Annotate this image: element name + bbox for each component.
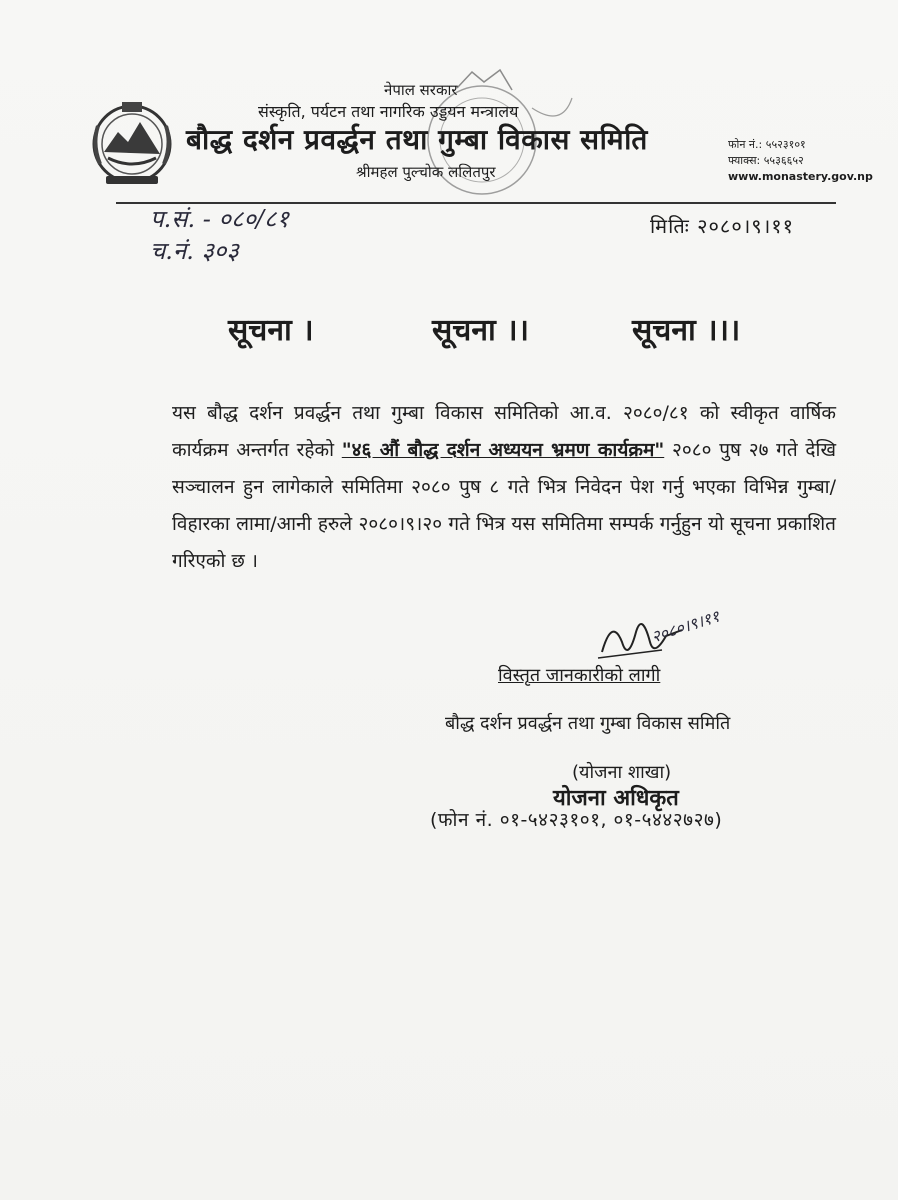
notice-body (172, 395, 836, 580)
nepal-emblem-icon (88, 96, 176, 188)
body-text-part1: यस बौद्ध दर्शन प्रवर्द्धन तथा गुम्बा विकास समितिको आ.व. २०८०/८१ को स्वीकृत वार्षिक कार्यक्रम अन्तर्गत रहेको (172, 402, 836, 461)
contact-info (728, 137, 873, 185)
contact-phone: (फोन नं. ०१-५४२३१०१, ०१-५४४२७२७) (430, 809, 723, 831)
phone-number: फोन नं.: ५५२३१०१ (728, 138, 806, 151)
program-title: "४६ औं बौद्ध दर्शन अध्ययन भ्रमण कार्यक्रम" (341, 439, 665, 461)
letter-date: मितिः २०८०।९।११ (650, 214, 795, 238)
fax-number: फ्याक्स: ५५३६६५२ (728, 154, 804, 167)
for-info-label: विस्तृत जानकारीको लागी (498, 665, 661, 686)
organization-address: श्रीमहल पुल्चोक ललितपुर (356, 163, 496, 181)
dispatch-number: च.नं. ३०३ (150, 237, 239, 265)
signature-date: २०८०।९।११ (648, 606, 722, 647)
notice-heading (200, 308, 790, 348)
ministry-name: संस्कृति, पर्यटन तथा नागरिक उड्डयन मन्त्रालय (258, 102, 519, 121)
branch-name: (योजना शाखा) (572, 762, 672, 783)
notice-heading-1: सूचना । (228, 313, 314, 348)
letter-reference-number: प.सं. - ०८०/८१ (150, 205, 289, 233)
notice-heading-3: सूचना ।।। (632, 313, 741, 348)
body-text-part2: २०८० पुष २७ गते देखि सञ्चालन हुन लागेकाले समितिमा २०८० पुष ८ गते भित्र निवेदन पेश गर्नु भएका विभिन्न गुम्बा/विहारका लामा/आनी हरुले २०८०।९।२० गते भित्र यस समितिमा सम्पर्क गर्नुहुन यो सूचना प्रकाशित गरिएको छ । (172, 439, 836, 572)
organization-title: बौद्ध दर्शन प्रवर्द्धन तथा गुम्बा विकास समिति (186, 123, 648, 156)
officer-title: योजना अधिकृत (553, 786, 679, 811)
notice-heading-2: सूचना ।। (432, 313, 529, 348)
website-link[interactable]: www.monastery.gov.np (728, 170, 873, 183)
government-label: नेपाल सरकार (384, 81, 458, 99)
signatory-organization: बौद्ध दर्शन प्रवर्द्धन तथा गुम्बा विकास समिति (445, 713, 731, 734)
